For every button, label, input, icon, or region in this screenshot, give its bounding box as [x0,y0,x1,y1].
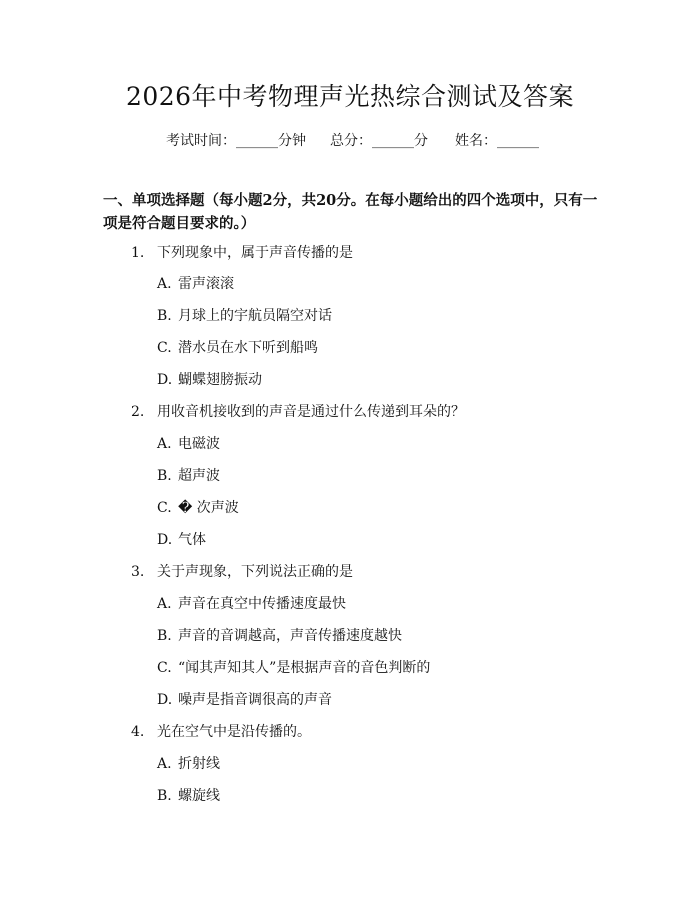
option-letter: B. [157,468,172,484]
option-item [157,754,220,774]
option-text: � 次声波 [178,500,239,516]
question-item [131,562,353,582]
question-item [131,722,311,742]
section-heading: 一、单项选择题（每小题2分，共20分。在每小题给出的四个选项中，只有一项是符合题目要求的。） [103,192,598,232]
page-title: 2026年中考物理声光热综合测试及答案 [125,82,575,111]
option-text: 雷声滚滚 [178,276,234,292]
question-item [131,243,353,263]
question-number: 4. [131,724,145,740]
exam-time-field: 考试时间：______分钟 [166,133,306,149]
exam-meta [0,131,700,151]
option-letter: B. [157,628,172,644]
option-text: 气体 [178,532,206,548]
option-item [157,498,239,518]
student-name-field: 姓名：______ [455,133,539,149]
option-letter: C. [157,340,172,356]
option-item [157,626,402,646]
question-item [131,402,465,422]
option-text: 声音的音调越高，声音传播速度越快 [178,628,402,644]
option-letter: A. [157,756,172,772]
option-letter: A. [157,276,172,292]
question-text: 下列现象中，属于声音传播的是 [157,245,353,261]
option-text: 噪声是指音调很高的声音 [178,692,332,708]
option-item [157,434,220,454]
question-number: 2. [131,404,145,420]
question-number: 3. [131,564,145,580]
question-text: 用收音机接收到的声音是通过什么传递到耳朵的？ [157,404,465,420]
option-item [157,658,430,678]
option-letter: B. [157,308,172,324]
option-item [157,306,332,326]
total-score-field: 总分：______分 [330,133,428,149]
option-item [157,274,234,294]
option-letter: B. [157,788,172,804]
option-item [157,594,346,614]
option-item [157,786,220,806]
option-text: “闻其声知其人”是根据声音的音色判断的 [178,660,431,676]
option-text: 电磁波 [178,436,220,452]
option-letter: C. [157,660,172,676]
option-text: 螺旋线 [178,788,220,804]
option-letter: A. [157,436,172,452]
option-item [157,338,318,358]
option-text: 声音在真空中传播速度最快 [178,596,346,612]
option-letter: D. [157,692,173,708]
question-number: 1. [131,245,145,261]
question-text: 光在空气中是沿传播的。 [157,724,311,740]
option-item [157,690,332,710]
option-text: 蝴蝶翅膀振动 [178,372,262,388]
option-letter: C. [157,500,172,516]
option-text: 折射线 [178,756,220,772]
option-text: 月球上的宇航员隔空对话 [178,308,332,324]
option-text: 超声波 [178,468,220,484]
option-text: 潜水员在水下听到船鸣 [178,340,318,356]
option-letter: D. [157,532,173,548]
option-letter: D. [157,372,173,388]
option-item [157,466,220,486]
option-item [157,530,206,550]
question-text: 关于声现象，下列说法正确的是 [157,564,353,580]
option-letter: A. [157,596,172,612]
option-item [157,370,262,390]
